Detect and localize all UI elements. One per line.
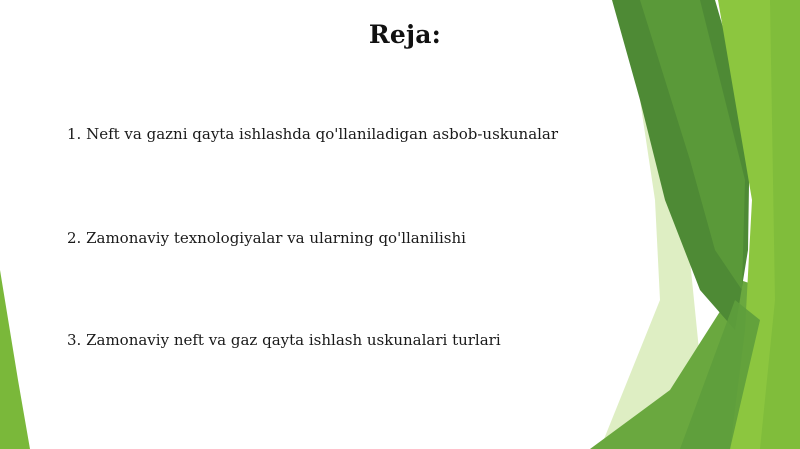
plan-item-2: 2. Zamonaviy texnologiyalar va ularning qo'llanilishi	[67, 229, 466, 247]
plan-item-3: 3. Zamonaviy neft va gaz qayta ishlash uskunalari turlari	[67, 331, 501, 349]
left-green-sliver	[0, 270, 30, 449]
slide-title: Reja:	[368, 20, 442, 49]
plan-item-1: 1. Neft va gazni qayta ishlashda qo'llaniladigan asbob-uskunalar	[67, 125, 559, 143]
